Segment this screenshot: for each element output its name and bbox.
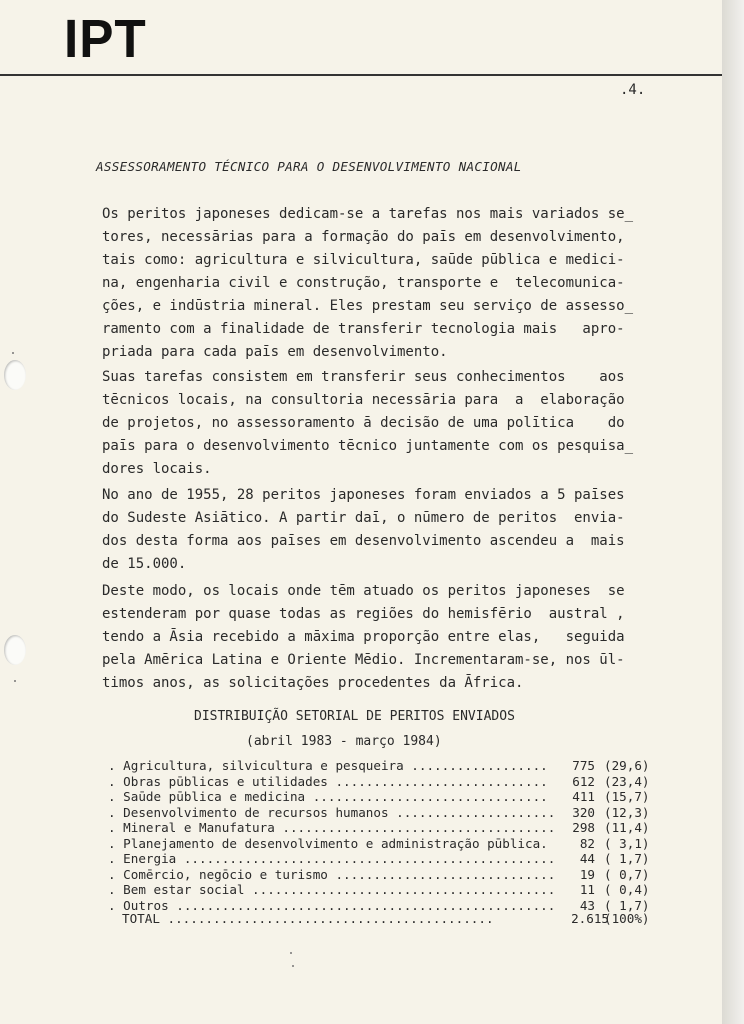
row-count: 82 bbox=[579, 835, 595, 851]
row-count: 19 bbox=[579, 866, 595, 882]
text-line: estenderam por quase todas as regiões do hemisfērio austral , bbox=[102, 606, 625, 622]
paragraph-1 bbox=[102, 203, 633, 364]
row-count: 775 bbox=[572, 758, 595, 773]
table-row bbox=[108, 789, 653, 805]
row-label: . Bem estar social ........................................ bbox=[108, 882, 556, 897]
row-label: . Saūde pūblica e medicina ............................... bbox=[108, 789, 548, 804]
row-percent: ( 1,7) bbox=[604, 851, 650, 866]
total-count: 2.615 bbox=[571, 911, 609, 926]
text-line: tais como: agricultura e silvicultura, saūde pūblica e medici- bbox=[102, 252, 625, 268]
page-number: .4. bbox=[620, 82, 646, 98]
row-count: 612 bbox=[572, 773, 595, 789]
paper-speck bbox=[14, 680, 16, 682]
table-row bbox=[108, 805, 653, 821]
text-line: tēcnicos locais, na consultoria necessāria para a elaboração bbox=[102, 392, 625, 408]
total-label: TOTAL ........................................... bbox=[122, 911, 494, 926]
row-label: . Planejamento de desenvolvimento e administração pūblica. bbox=[108, 835, 548, 851]
row-label: . Agricultura, silvicultura e pesqueira .................. bbox=[108, 758, 548, 773]
paper-speck bbox=[12, 352, 14, 354]
paper-speck bbox=[292, 965, 294, 967]
sector-table bbox=[108, 758, 653, 913]
table-row bbox=[108, 758, 653, 774]
text-line: ramento com a finalidade de transferir tecnologia mais apro- bbox=[102, 321, 625, 337]
table-row bbox=[108, 851, 653, 867]
total-percent: (100%) bbox=[604, 911, 650, 926]
table-row bbox=[108, 867, 653, 883]
punch-hole bbox=[4, 360, 26, 390]
row-percent: ( 0,4) bbox=[604, 882, 650, 897]
header-rule bbox=[0, 74, 722, 76]
text-line: Os peritos japoneses dedicam-se a tarefas nos mais variados se̲ bbox=[102, 206, 634, 222]
table-row bbox=[108, 820, 653, 836]
text-line: dores locais. bbox=[102, 461, 212, 477]
background-edge bbox=[722, 0, 744, 1024]
text-line: do Sudeste Asiātico. A partir daī, o nūmero de peritos envia- bbox=[102, 510, 625, 526]
text-line: ções, e indūstria mineral. Eles prestam seu serviço de assesso̲ bbox=[102, 298, 634, 314]
punch-hole bbox=[4, 635, 26, 665]
paragraph-3 bbox=[102, 484, 625, 576]
text-line: na, engenharia civil e construção, transporte e telecomunica- bbox=[102, 275, 625, 291]
text-line: de 15.000. bbox=[102, 556, 187, 572]
row-count: 43 bbox=[579, 897, 595, 913]
row-count: 411 bbox=[572, 789, 595, 804]
text-line: Deste modo, os locais onde tēm atuado os peritos japoneses se bbox=[102, 583, 625, 599]
table-row bbox=[108, 774, 653, 790]
table-row bbox=[108, 882, 653, 898]
ipt-logo: IPT bbox=[64, 9, 147, 69]
row-count: 320 bbox=[572, 804, 595, 820]
row-label: . Outros .................................................. bbox=[108, 897, 556, 913]
row-label: . Energia ................................................. bbox=[108, 851, 556, 866]
row-label: . Mineral e Manufatura .................................... bbox=[108, 820, 556, 835]
row-count: 11 bbox=[579, 882, 595, 897]
row-percent: (11,4) bbox=[604, 820, 650, 835]
row-percent: ( 3,1) bbox=[604, 835, 650, 851]
section-heading: ASSESSORAMENTO TÉCNICO PARA O DESENVOLVIMENTO NACIONAL bbox=[96, 159, 522, 174]
text-line: tendo a Āsia recebido a māxima proporção entre elas, seguida bbox=[102, 629, 625, 645]
text-line: timos anos, as solicitações procedentes da Āfrica. bbox=[102, 675, 524, 691]
text-line: paīs para o desenvolvimento tēcnico juntamente com os pesquisa̲ bbox=[102, 438, 634, 454]
text-line: tores, necessārias para a formação do paīs em desenvolvimento, bbox=[102, 229, 625, 245]
row-percent: (12,3) bbox=[604, 804, 650, 820]
paragraph-2 bbox=[102, 366, 633, 481]
row-percent: (23,4) bbox=[604, 773, 650, 789]
row-percent: (29,6) bbox=[604, 758, 650, 773]
row-percent: ( 0,7) bbox=[604, 866, 650, 882]
text-line: priada para cada paīs em desenvolvimento. bbox=[102, 344, 448, 360]
text-line: de projetos, no assessoramento ā decisão de uma polītica do bbox=[102, 415, 625, 431]
text-line: No ano de 1955, 28 peritos japoneses foram enviados a 5 paīses bbox=[102, 487, 625, 503]
row-label: . Obras pūblicas e utilidades ............................ bbox=[108, 773, 548, 789]
text-line: pela Amērica Latina e Oriente Mēdio. Incrementaram-se, nos ūl- bbox=[102, 652, 625, 668]
row-percent: (15,7) bbox=[604, 789, 650, 804]
row-count: 298 bbox=[572, 820, 595, 835]
text-line: Suas tarefas consistem em transferir seus conhecimentos aos bbox=[102, 369, 625, 385]
text-line: dos desta forma aos paīses em desenvolvimento ascendeu a mais bbox=[102, 533, 625, 549]
paragraph-4 bbox=[102, 580, 625, 695]
table-title: DISTRIBUIÇÃO SETORIAL DE PERITOS ENVIADOS bbox=[194, 709, 515, 724]
row-label: . Desenvolvimento de recursos humanos ..................... bbox=[108, 804, 556, 820]
paper-speck bbox=[290, 952, 292, 954]
table-subtitle: (abril 1983 - março 1984) bbox=[246, 734, 442, 749]
row-label: . Comērcio, negōcio e turismo ............................. bbox=[108, 866, 556, 882]
row-count: 44 bbox=[579, 851, 595, 866]
row-percent: ( 1,7) bbox=[604, 897, 650, 913]
table-row bbox=[108, 836, 653, 852]
